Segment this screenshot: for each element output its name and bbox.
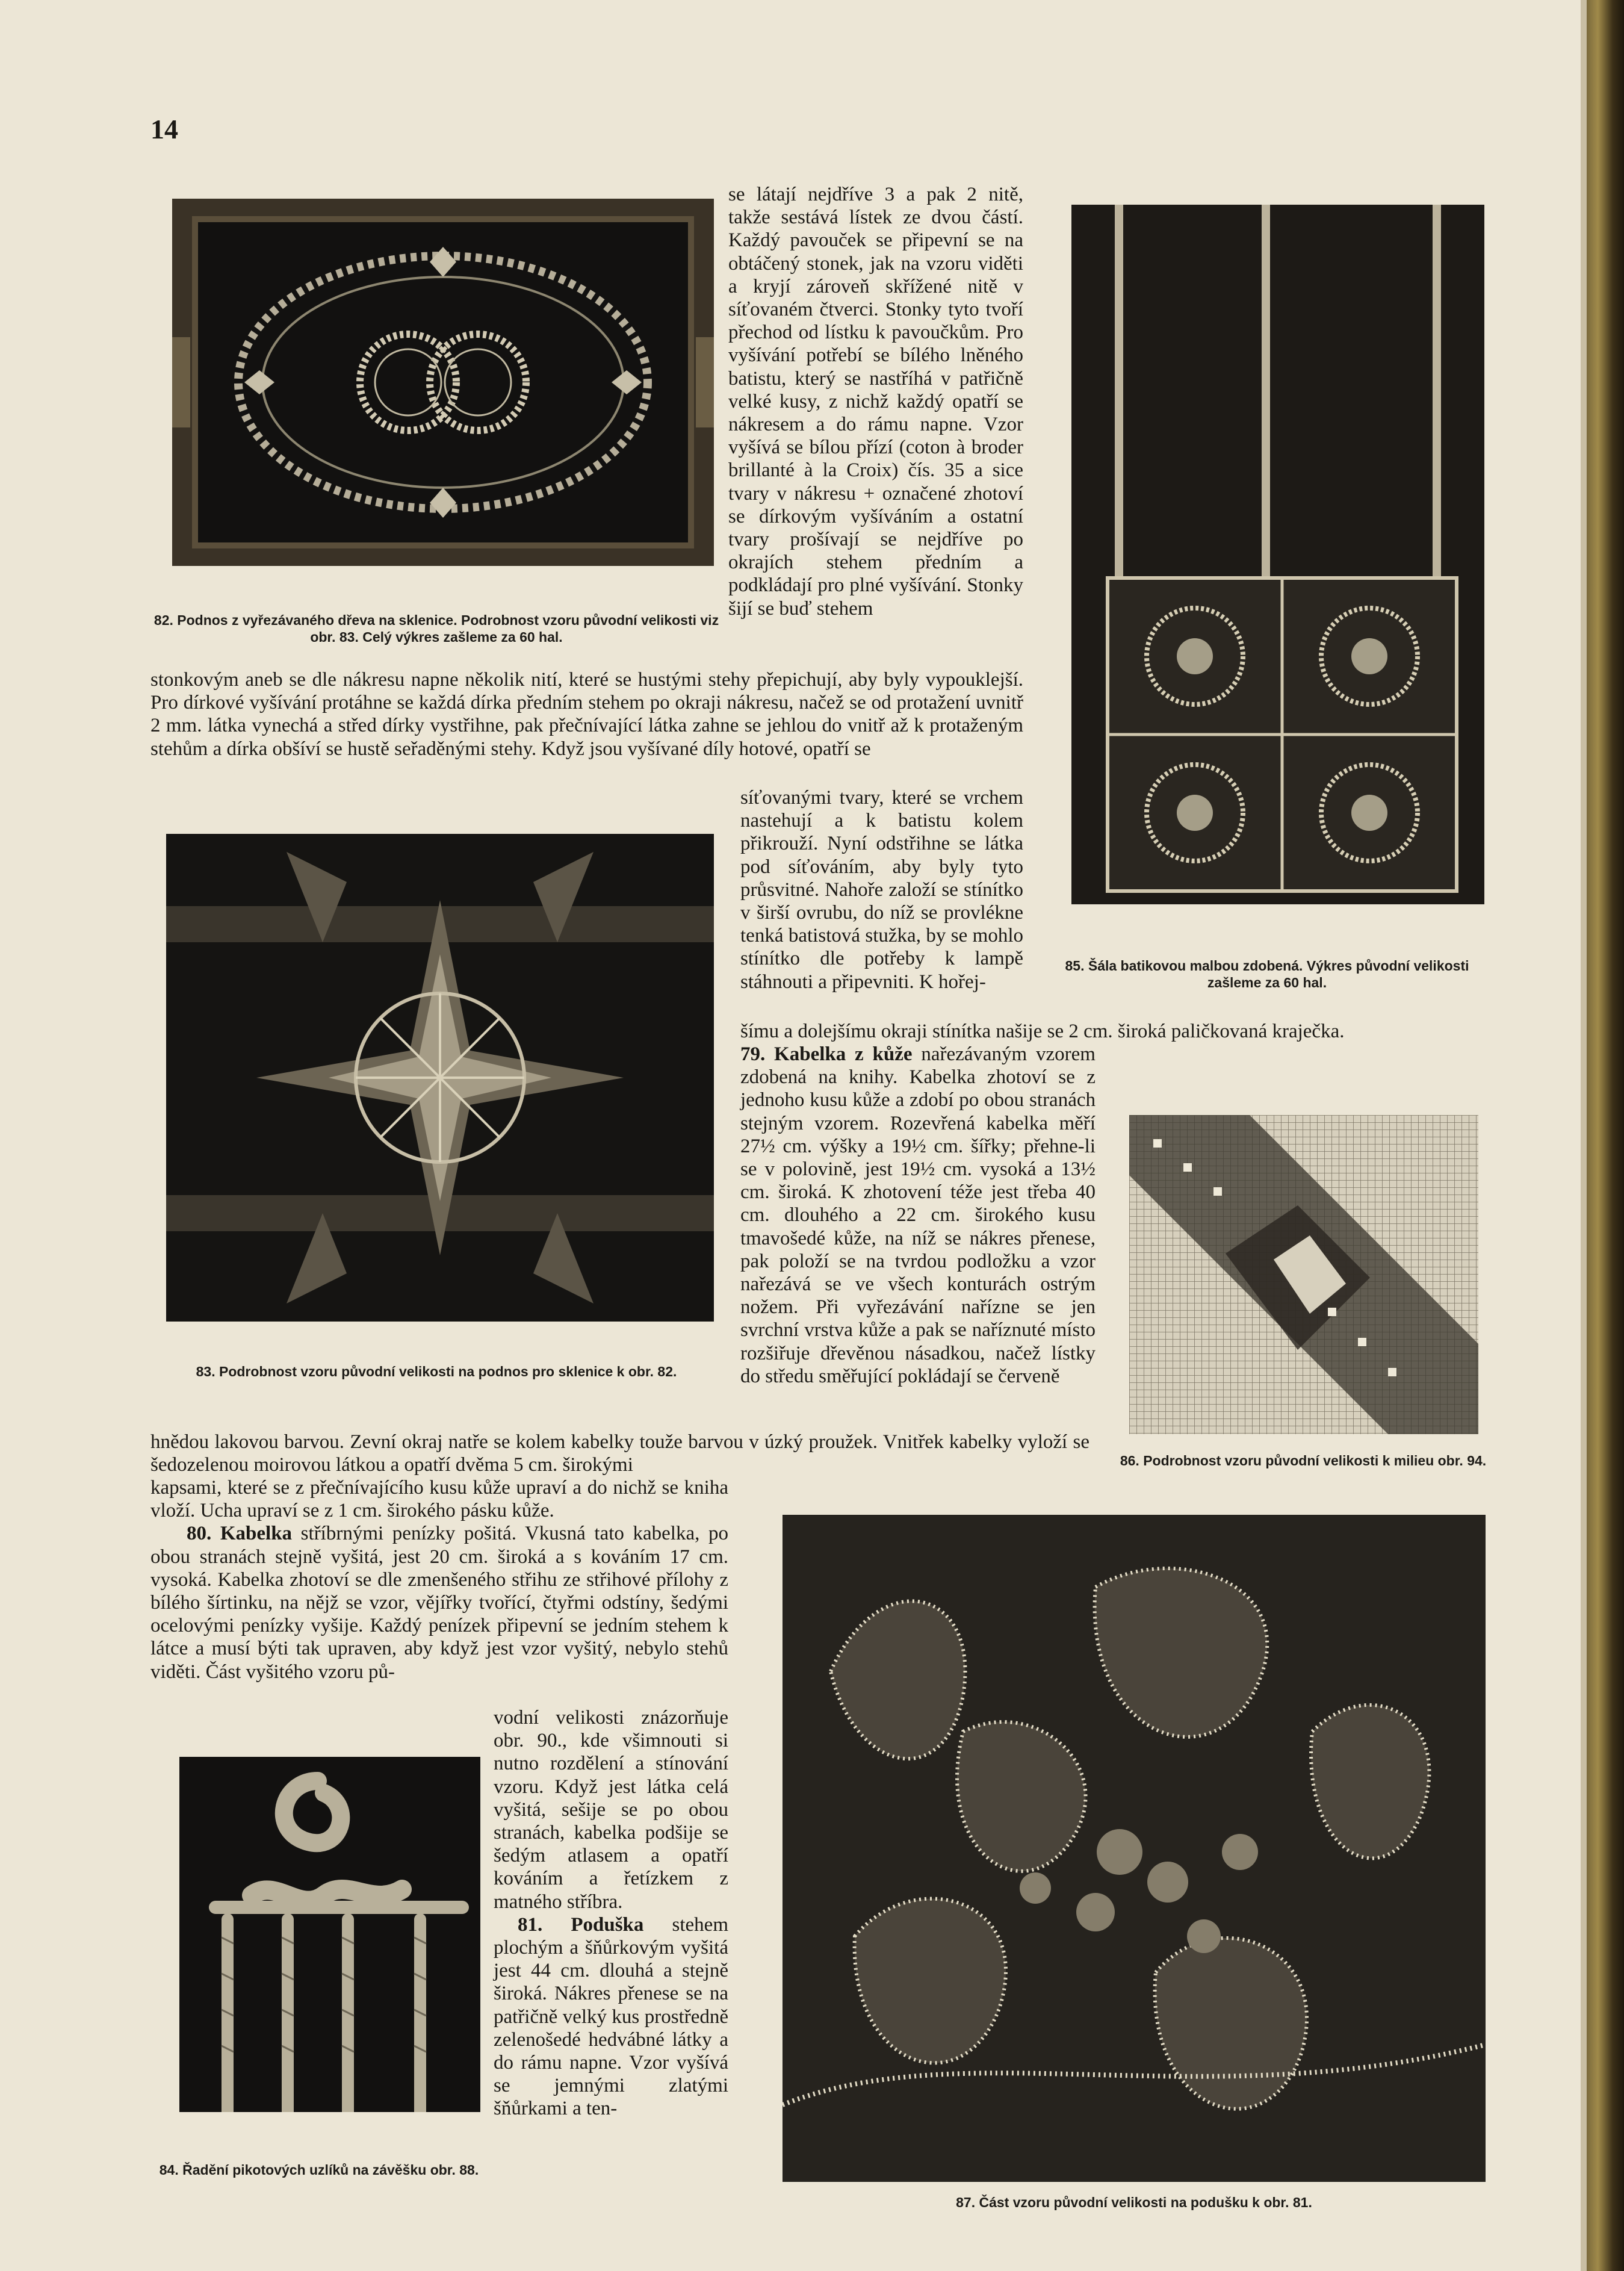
section-80-body: stříbrnými penízky pošitá. Vkusná tato kabelka, po obou stranách stejně vyšitá, jest 20 cm. široká a s kováním 17 cm. vysoká. Kabelka zhotoví se dle zmenšeného střihu ze střihové přílohy z bílého šírtinku, na nějž se vzor, vějířky tvořící, čtyřmi odstíny, šedými ocelovými penízky vyšije. Každý penízek připevní se jedním stehem k látce a musí býti tak upraven, aby když jest vzor vyšitý, nebylo stehů viděti. Část vyšitého vzoru pů- (150, 1523, 728, 1683)
section-79-heading: 79. Kabelka z kůže (740, 1043, 913, 1065)
section-79 (740, 1043, 1096, 1388)
book-spine (1587, 0, 1624, 2271)
lace-photo (1129, 1115, 1478, 1434)
paragraph: kapsami, které se z přečnívajícího kusu kůže upraví a do nichž se kniha vloží. Ucha upraví se z 1 cm. širokého pásku kůže. (150, 1477, 728, 1522)
paragraph: síťovanými tvary, které se vrchem nastehují a k batistu kolem přikrouží. Nyní odstřihne se látka pod síťováním, aby byly tyto průsvitné. Nahoře založí se stínítko v širší ovrubu, do níž se provlékne tenká batistová stužka, by se mohlo stínítko dle potřeby k lampě stáhnouti a připevniti. K hořej- (740, 787, 1023, 993)
section-81-body: stehem plochým a šňůrkovým vyšitá jest 44 cm. dlouhá a stejně široká. Nákres přenese se na patřičně velký kus prostředně zelenošedé hedvábné látky a do rámu napne. Vzor vyšívá se jemnými zlatými šňůrkami a ten- (494, 1913, 728, 2120)
text-column-low (150, 1476, 728, 1683)
carved-star-photo (166, 834, 714, 1322)
paragraph: šímu a dolejšímu okraji stínítka našije se 2 cm. široká paličkovaná kraječka. (740, 1021, 1345, 1042)
section-79-body: nařezávaným vzorem zdobená na knihy. Kabelka zhotoví se z jednoho kusu kůže a zdobí po obou stranách stejným vzorem. Rozevřená kabelka měří 27½ cm. výšky a 19½ cm. šířky; přehne-li se v polovině, jest 19½ cm. vysoká a 13½ cm. široká. K zhotovení téže jest třeba 40 cm. dlouhého a 22 cm. širokého kusu tmavošedé kůže, na níž se nákres přenese, pak položí se na tvrdou podložku a vzor nařezává se ve všech konturách ostrým nožem. Při vyřezávání nařízne se jen svrchní vrstva kůže a pak se naříznuté místo rozšiřuje dřevěnou násadkou, načež lístky do středu směřující pokládají se červeně (740, 1043, 1096, 1387)
page-number: 14 (150, 114, 178, 144)
knot-photo (179, 1757, 480, 2112)
scarf-photo (1071, 205, 1484, 904)
text-column-top (728, 183, 1023, 620)
paragraph: hnědou lakovou barvou. Zevní okraj natře se kolem kabelky touže barvou v úzký proužek. Vnitřek kabelky vyloží se šedozelenou moirovou látkou a opatří dvěma 5 cm. širokými (150, 1431, 1089, 1476)
paragraph: se látají nejdříve 3 a pak 2 nitě, takže sestává lístek ze dvou částí. Každý pavouček se připevní se na obtáčený stonek, jak na vzoru viděti a kryjí zároveň skřížené nitě v síťovaném čtverci. Stonky tyto tvoří přechod od lístku k pavoučkům. Pro vyšívání potřebí se bílého lněného batistu, který se nastříhá v patřičně velké kusy, z nichž každý opatří se nákresem a do rámu napne. Vzor vyšívá se bílou přízí (coton à broder brillanté à la Croix) čís. 35 a sice tvary v nákresu + označené zhotoví se dírkovým vyšíváním a ostatní tvary prošívají se nejdříve po okrajích stehem předním a podkládají pro plné vyšívání. Stonky šijí se buď stehem (728, 184, 1023, 620)
caption-fig85: 85. Šála batikovou malbou zdobená. Výkres původní velikosti zašleme za 60 hal. (1065, 958, 1469, 990)
tray-photo (172, 199, 714, 566)
text-wide-3 (150, 1431, 1089, 1476)
text-column-mid (740, 786, 1023, 993)
caption-fig83: 83. Podrobnost vzoru původní velikosti na podnos pro sklenice k obr. 82. (196, 1364, 677, 1379)
paragraph: stonkovým aneb se dle nákresu napne několik nití, které se hustými stehy přepichují, aby byly vypouklejší. Pro dírkové vyšívání protáhne se každá dírka předním stehem po okraji nákresu, načež se od protažení uvnitř 2 mm. látka vynechá a střed dírky vystřihne, pak přečnívající látka zahne se jehlou do vnitř až k protaženým stehům a dírka obšíví se hustě seřaděnými stehy. Když jsou vyšívané díly hotové, opatří se (150, 669, 1023, 760)
text-wide-1 (150, 668, 1023, 760)
caption-fig82: 82. Podnos z vyřezávaného dřeva na sklenice. Podrobnost vzoru původní velikosti viz obr. 83. Celý výkres zašleme za 60 hal. (153, 612, 719, 645)
caption-fig84: 84. Řadění pikotových uzlíků na závěšku obr. 88. (159, 2162, 479, 2178)
section-81-heading: 81. Poduška (518, 1913, 644, 1936)
caption-fig87: 87. Část vzoru původní velikosti na podušku k obr. 81. (956, 2195, 1312, 2210)
paragraph: vodní velikosti znázorňuje obr. 90., kde všimnouti si nutno rozdělení a stínování vzoru. Když jest látka celá vyšitá, sešije se po obou stranách, kabelka podšije se šedým atlasem a opatří kováním a řetízkem z matného stříbra. (494, 1707, 728, 1913)
text-wide-2 (740, 1020, 1475, 1043)
text-column-narrow (494, 1706, 728, 2120)
section-80-heading: 80. Kabelka (187, 1523, 293, 1545)
caption-fig86: 86. Podrobnost vzoru původní velikosti k milieu obr. 94. (1120, 1453, 1487, 1468)
page-edge (1581, 0, 1587, 2271)
cushion-photo (783, 1515, 1486, 2182)
